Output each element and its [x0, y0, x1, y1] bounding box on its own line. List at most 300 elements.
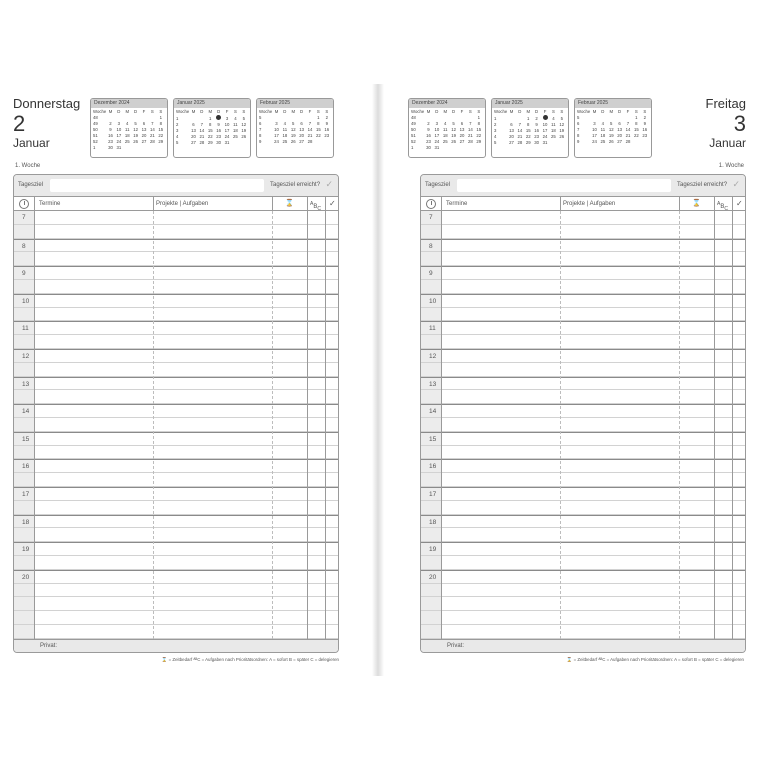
calendar-day: 19	[133, 133, 138, 138]
time-slot-row[interactable]	[14, 349, 338, 363]
current-day-dot	[216, 115, 221, 120]
calendar-day	[449, 145, 457, 151]
calendar-day: 25	[442, 139, 448, 144]
hour-label: 20	[22, 573, 30, 581]
calendar-day: 15	[525, 128, 531, 133]
calendar-day: 4	[494, 134, 497, 139]
time-slot-row[interactable]	[421, 611, 745, 625]
calendar-day	[458, 145, 466, 151]
calendar-day: 11	[443, 127, 448, 132]
time-slot-row[interactable]	[421, 321, 745, 335]
calendar-day: 8	[477, 121, 480, 126]
hour-label: 10	[429, 297, 437, 305]
current-day-marker	[214, 115, 222, 122]
weekday-header: S	[477, 109, 481, 114]
time-slot-row[interactable]	[421, 390, 745, 404]
calendar-day: 4	[601, 121, 605, 126]
calendar-day: 18	[442, 133, 448, 138]
calendar-day: 50	[411, 127, 416, 132]
calendar-day: 6	[577, 121, 580, 126]
calendar-day: 4	[176, 134, 179, 139]
weekday-header: D	[283, 109, 287, 114]
hour-label: 13	[429, 380, 437, 388]
calendar-day: 2	[643, 115, 646, 120]
private-label: Privat:	[447, 642, 465, 649]
time-slot-row[interactable]	[421, 308, 745, 322]
week-label: 1. Woche	[15, 163, 41, 169]
calendar-day: 9	[109, 127, 112, 132]
private-section-header	[14, 639, 338, 653]
time-slot-row[interactable]	[421, 266, 745, 280]
calendar-day: 21	[149, 133, 155, 138]
legend-footer: ⌛ = Zeitbedarf ᴬᴮC = Aufgaben nach Prioritätsordnen: A = sofort B = später C = delegieren	[161, 657, 339, 662]
calendar-day: 27	[617, 139, 622, 144]
weekday-header: M	[274, 109, 279, 114]
calendar-day	[466, 145, 474, 151]
calendar-day	[189, 115, 197, 122]
weekday-header: M	[592, 109, 597, 114]
calendar-day: 1	[411, 145, 414, 150]
clock-icon	[426, 199, 436, 209]
calendar-day: 26	[241, 134, 247, 139]
calendar-day: 22	[315, 133, 321, 138]
daily-goal-input[interactable]	[50, 179, 264, 192]
time-slot-row[interactable]	[14, 473, 338, 487]
mini-calendars	[408, 98, 652, 158]
calendar-day: 51	[93, 133, 98, 138]
current-day-marker	[541, 115, 549, 122]
calendar-day	[231, 140, 239, 146]
day-planner-table	[420, 174, 746, 653]
time-slot-row[interactable]	[421, 487, 745, 501]
calendar-day	[441, 145, 449, 151]
calendar-day: 21	[467, 133, 473, 138]
hour-label: 15	[22, 435, 30, 443]
mini-calendar-title: Dezember 2024	[409, 99, 485, 108]
calendar-day: 52	[93, 139, 98, 144]
calendar-day: 6	[300, 121, 303, 126]
column-divider	[679, 197, 680, 211]
goal-label: Tagesziel	[425, 182, 451, 188]
time-slot-row[interactable]	[14, 611, 338, 625]
calendar-day: 10	[434, 127, 440, 132]
calendar-day: 14	[467, 127, 473, 132]
calendar-day: 9	[643, 121, 646, 126]
column-divider	[714, 197, 715, 639]
column-divider	[307, 197, 308, 639]
time-slot-row[interactable]	[14, 252, 338, 266]
time-slot-row[interactable]	[421, 501, 745, 515]
calendar-day: 25	[233, 134, 238, 139]
time-slot-row[interactable]	[421, 239, 745, 253]
time-slot-row[interactable]	[14, 211, 338, 225]
hour-label: 13	[22, 380, 30, 388]
hour-label: 16	[429, 463, 437, 471]
calendar-day: 26	[451, 139, 456, 144]
time-slot-row[interactable]	[421, 556, 745, 570]
calendar-day: 13	[509, 128, 514, 133]
month-name: Januar	[709, 136, 746, 150]
mini-calendar	[90, 98, 168, 158]
weekday-header: M	[191, 109, 196, 114]
calendar-day: 27	[191, 140, 196, 145]
time-slot-row[interactable]	[421, 570, 745, 584]
calendar-day: 13	[141, 127, 147, 132]
calendar-day: 17	[116, 133, 122, 138]
time-slot-row[interactable]	[421, 418, 745, 432]
calendar-day: 16	[534, 128, 539, 133]
calendar-day: 21	[517, 134, 523, 139]
calendar-day: 7	[259, 127, 262, 132]
time-slot-row[interactable]	[421, 225, 745, 239]
calendar-day: 11	[233, 122, 238, 127]
goal-reached-checkbox[interactable]: ✓	[325, 179, 333, 189]
calendar-day: 5	[292, 121, 295, 126]
calendar-day: 11	[125, 127, 130, 132]
hourglass-icon: ⌛	[285, 200, 294, 207]
weekday-header: S	[560, 109, 564, 114]
time-slot-row[interactable]	[14, 225, 338, 239]
time-slot-row[interactable]	[421, 211, 745, 225]
calendar-day: 8	[259, 133, 262, 138]
calendar-day: 31	[542, 140, 548, 145]
weekday-header: Woche	[494, 109, 508, 114]
weekday-header: F	[308, 109, 312, 114]
weekday-header: M	[426, 109, 431, 114]
calendar-day: 9	[259, 139, 262, 144]
calendar-day: 12	[608, 127, 614, 132]
time-slot-row[interactable]	[14, 597, 338, 611]
weekday-header: D	[217, 109, 221, 114]
column-divider	[441, 197, 442, 639]
calendar-day: 17	[592, 133, 597, 138]
calendar-day: 1	[209, 115, 212, 121]
calendar-day: 9	[535, 122, 538, 127]
goal-label: Tagesziel	[18, 182, 44, 188]
time-slot-row[interactable]	[421, 459, 745, 473]
calendar-day: 2	[494, 122, 497, 127]
calendar-day: 6	[460, 121, 464, 126]
weekday-header: D	[435, 109, 439, 114]
calendar-day: 5	[610, 121, 613, 126]
calendar-day: 9	[325, 121, 328, 126]
day-planner-table	[13, 174, 339, 653]
calendar-day: 27	[141, 139, 147, 144]
month-name: Januar	[13, 136, 50, 150]
hour-label: 20	[429, 573, 437, 581]
calendar-day: 18	[233, 128, 238, 133]
calendar-day: 13	[299, 127, 304, 132]
column-termine: Termine	[446, 201, 468, 207]
time-slot-row[interactable]	[14, 542, 338, 556]
hour-label: 15	[429, 435, 437, 443]
hour-label: 11	[429, 325, 436, 333]
time-slot-row[interactable]	[14, 363, 338, 377]
mini-calendar	[408, 98, 486, 158]
hour-label: 9	[22, 270, 26, 278]
calendar-day: 26	[290, 139, 296, 144]
calendar-day: 5	[242, 115, 245, 121]
time-slot-row[interactable]	[14, 625, 338, 639]
calendar-day: 30	[216, 140, 222, 145]
calendar-day: 5	[452, 121, 455, 126]
weekday-header: S	[159, 109, 163, 114]
calendar-day	[475, 145, 483, 151]
calendar-day: 25	[600, 139, 606, 144]
calendar-day: 2	[109, 121, 112, 126]
time-slot-row[interactable]	[14, 515, 338, 529]
calendar-day: 10	[542, 122, 548, 127]
calendar-day: 25	[282, 139, 288, 144]
time-slot-row[interactable]	[14, 266, 338, 280]
private-section-header	[421, 639, 745, 653]
time-slot-row[interactable]	[14, 432, 338, 446]
mini-calendar-title: Januar 2025	[174, 99, 250, 108]
calendar-day: 9	[217, 122, 220, 127]
calendar-day: 29	[207, 140, 213, 145]
calendar-day: 28	[307, 139, 313, 144]
time-slot-row[interactable]	[14, 487, 338, 501]
time-slot-row[interactable]	[421, 280, 745, 294]
time-slot-row[interactable]	[421, 542, 745, 556]
mini-calendar	[491, 98, 569, 158]
time-slot-row[interactable]	[14, 584, 338, 598]
calendar-day: 49	[93, 121, 98, 126]
time-slot-row[interactable]	[421, 584, 745, 598]
time-slot-row[interactable]	[14, 446, 338, 460]
mini-calendar-title: Februar 2025	[257, 99, 333, 108]
weekday-header: D	[535, 109, 539, 114]
time-slot-row[interactable]	[14, 570, 338, 584]
column-divider	[325, 197, 326, 639]
weekday-header: S	[316, 109, 320, 114]
column-divider-dashed	[153, 211, 154, 639]
calendar-day: 15	[633, 127, 639, 132]
time-slot-row[interactable]	[421, 625, 745, 639]
weekday-header: S	[634, 109, 638, 114]
calendar-day: 31	[224, 140, 230, 145]
calendar-day: 19	[451, 133, 456, 138]
goal-reached-label: Tagesziel erreicht?	[677, 182, 728, 188]
weekday-header: D	[300, 109, 304, 114]
time-slot-row[interactable]	[14, 459, 338, 473]
weekday-header: F	[460, 109, 464, 114]
calendar-day: 16	[642, 127, 648, 132]
calendar-day: 12	[559, 122, 565, 127]
time-slot-row[interactable]	[14, 239, 338, 253]
calendar-day: 6	[510, 122, 513, 127]
calendar-day: 7	[469, 121, 472, 126]
hour-label: 17	[22, 491, 30, 498]
mini-calendar-title: Dezember 2024	[91, 99, 167, 108]
weekday-header: D	[117, 109, 121, 114]
calendar-day: 10	[274, 127, 279, 132]
calendar-day: 24	[592, 139, 597, 144]
time-slot-row[interactable]	[421, 349, 745, 363]
calendar-day: 13	[191, 128, 196, 133]
calendar-day: 24	[274, 139, 279, 144]
time-slot-row[interactable]	[421, 363, 745, 377]
time-slot-row[interactable]	[14, 404, 338, 418]
calendar-day: 28	[625, 139, 631, 144]
calendar-day: 29	[158, 139, 164, 144]
calendar-day	[314, 139, 322, 145]
calendar-day: 18	[124, 133, 130, 138]
weekday-header: Woche	[411, 109, 425, 114]
time-slot-row[interactable]	[421, 404, 745, 418]
calendar-day: 3	[435, 121, 439, 126]
calendar-day: 14	[307, 127, 313, 132]
calendar-day: 8	[635, 121, 638, 126]
time-slot-row[interactable]	[14, 501, 338, 515]
calendar-day: 50	[93, 127, 98, 132]
time-slot-row[interactable]	[14, 321, 338, 335]
time-slot-row[interactable]	[14, 308, 338, 322]
hour-label: 12	[429, 353, 437, 360]
hour-label: 7	[429, 214, 433, 221]
column-projekte: Projekte | Aufgaben	[563, 201, 616, 207]
column-divider	[34, 197, 35, 639]
calendar-day: 19	[241, 128, 247, 133]
calendar-day: 21	[625, 133, 631, 138]
calendar-day: 17	[434, 133, 440, 138]
weekday-header: D	[134, 109, 138, 114]
time-slot-row[interactable]	[421, 377, 745, 391]
time-slot-row[interactable]	[421, 597, 745, 611]
calendar-day: 1	[317, 115, 320, 120]
mini-calendar-title: Januar 2025	[492, 99, 568, 108]
calendar-day: 5	[577, 115, 580, 120]
daily-goal-row	[14, 175, 338, 197]
calendar-day: 16	[426, 133, 431, 138]
weekday-header: F	[225, 109, 229, 114]
weekday-header: M	[125, 109, 130, 114]
time-slot-row[interactable]	[421, 335, 745, 349]
calendar-day: 1	[477, 115, 480, 120]
calendar-day: 23	[216, 134, 222, 139]
calendar-day: 10	[116, 127, 122, 132]
weekday-header: F	[626, 109, 630, 114]
weekday-header: S	[150, 109, 154, 114]
weekday-header: D	[518, 109, 522, 114]
calendar-day: 4	[126, 121, 129, 126]
checkmark-icon: ✓	[329, 199, 336, 208]
calendar-day: 27	[509, 140, 514, 145]
calendar-day: 1	[527, 115, 530, 121]
calendar-day: 3	[225, 115, 229, 121]
hour-label: 8	[22, 242, 26, 250]
calendar-day: 3	[176, 128, 179, 133]
calendar-day: 30	[426, 145, 431, 150]
weekday-header: S	[325, 109, 329, 114]
calendar-day	[558, 140, 566, 146]
legend-footer: ⌛ = Zeitbedarf ᴬᴮC = Aufgaben nach Prioritätsordnen: A = sofort B = später C = delegieren	[566, 657, 744, 662]
calendar-day: 20	[141, 133, 147, 138]
weekday-header: Woche	[259, 109, 273, 114]
calendar-day: 18	[551, 128, 556, 133]
calendar-day	[157, 145, 165, 151]
time-slot-row[interactable]	[14, 377, 338, 391]
calendar-day: 20	[191, 134, 196, 139]
time-slot-row[interactable]	[14, 294, 338, 308]
hour-label: 18	[429, 518, 437, 526]
column-divider-dashed	[560, 211, 561, 639]
time-slot-row[interactable]	[421, 432, 745, 446]
calendar-day: 3	[117, 121, 121, 126]
calendar-day: 24	[116, 139, 122, 144]
weekday-header: D	[618, 109, 622, 114]
calendar-day: 17	[274, 133, 279, 138]
calendar-day: 5	[134, 121, 137, 126]
calendar-day	[323, 139, 331, 145]
calendar-day: 2	[535, 115, 538, 121]
calendar-day: 28	[199, 140, 205, 145]
weekday-header: M	[509, 109, 514, 114]
calendar-day: 6	[618, 121, 621, 126]
calendar-day: 27	[299, 139, 304, 144]
calendar-day: 25	[124, 139, 130, 144]
time-slot-row[interactable]	[14, 418, 338, 432]
weekday-header: S	[643, 109, 647, 114]
calendar-day	[198, 115, 206, 122]
weekday-header: S	[233, 109, 237, 114]
time-slot-row[interactable]	[14, 335, 338, 349]
mini-calendar	[256, 98, 334, 158]
time-slot-row[interactable]	[14, 280, 338, 294]
weekday-header: M	[208, 109, 213, 114]
calendar-day: 16	[108, 133, 113, 138]
time-slot-row[interactable]	[421, 446, 745, 460]
calendar-day: 6	[142, 121, 146, 126]
calendar-day: 7	[151, 121, 154, 126]
calendar-day: 28	[517, 140, 523, 145]
time-slot-row[interactable]	[14, 390, 338, 404]
weekday-header: F	[142, 109, 146, 114]
calendar-day: 11	[551, 122, 556, 127]
time-slot-row[interactable]	[421, 252, 745, 266]
calendar-day: 15	[476, 127, 482, 132]
calendar-day: 30	[534, 140, 539, 145]
calendar-day: 13	[617, 127, 622, 132]
calendar-day: 22	[525, 134, 531, 139]
calendar-day: 23	[534, 134, 539, 139]
calendar-day: 11	[282, 127, 288, 132]
hour-label: 16	[22, 463, 30, 471]
column-divider	[560, 197, 561, 211]
time-slot-row[interactable]	[421, 528, 745, 542]
weekday-header: M	[108, 109, 113, 114]
calendar-day: 19	[608, 133, 614, 138]
time-slot-row[interactable]	[421, 294, 745, 308]
calendar-day: 15	[207, 128, 213, 133]
calendar-day: 16	[324, 127, 330, 132]
calendar-day: 8	[317, 121, 320, 126]
calendar-day: 1	[176, 115, 179, 121]
calendar-day	[507, 115, 515, 122]
daily-goal-input[interactable]	[457, 179, 671, 192]
calendar-day: 24	[224, 134, 230, 139]
time-slot-row[interactable]	[14, 556, 338, 570]
time-slot-row[interactable]	[421, 473, 745, 487]
calendar-day: 23	[324, 133, 330, 138]
column-header-row	[14, 197, 338, 211]
calendar-day: 7	[200, 122, 204, 127]
calendar-day: 4	[234, 115, 237, 121]
goal-reached-checkbox[interactable]: ✓	[732, 179, 740, 189]
calendar-day	[140, 145, 148, 151]
time-slot-row[interactable]	[14, 528, 338, 542]
time-slot-row[interactable]	[421, 515, 745, 529]
